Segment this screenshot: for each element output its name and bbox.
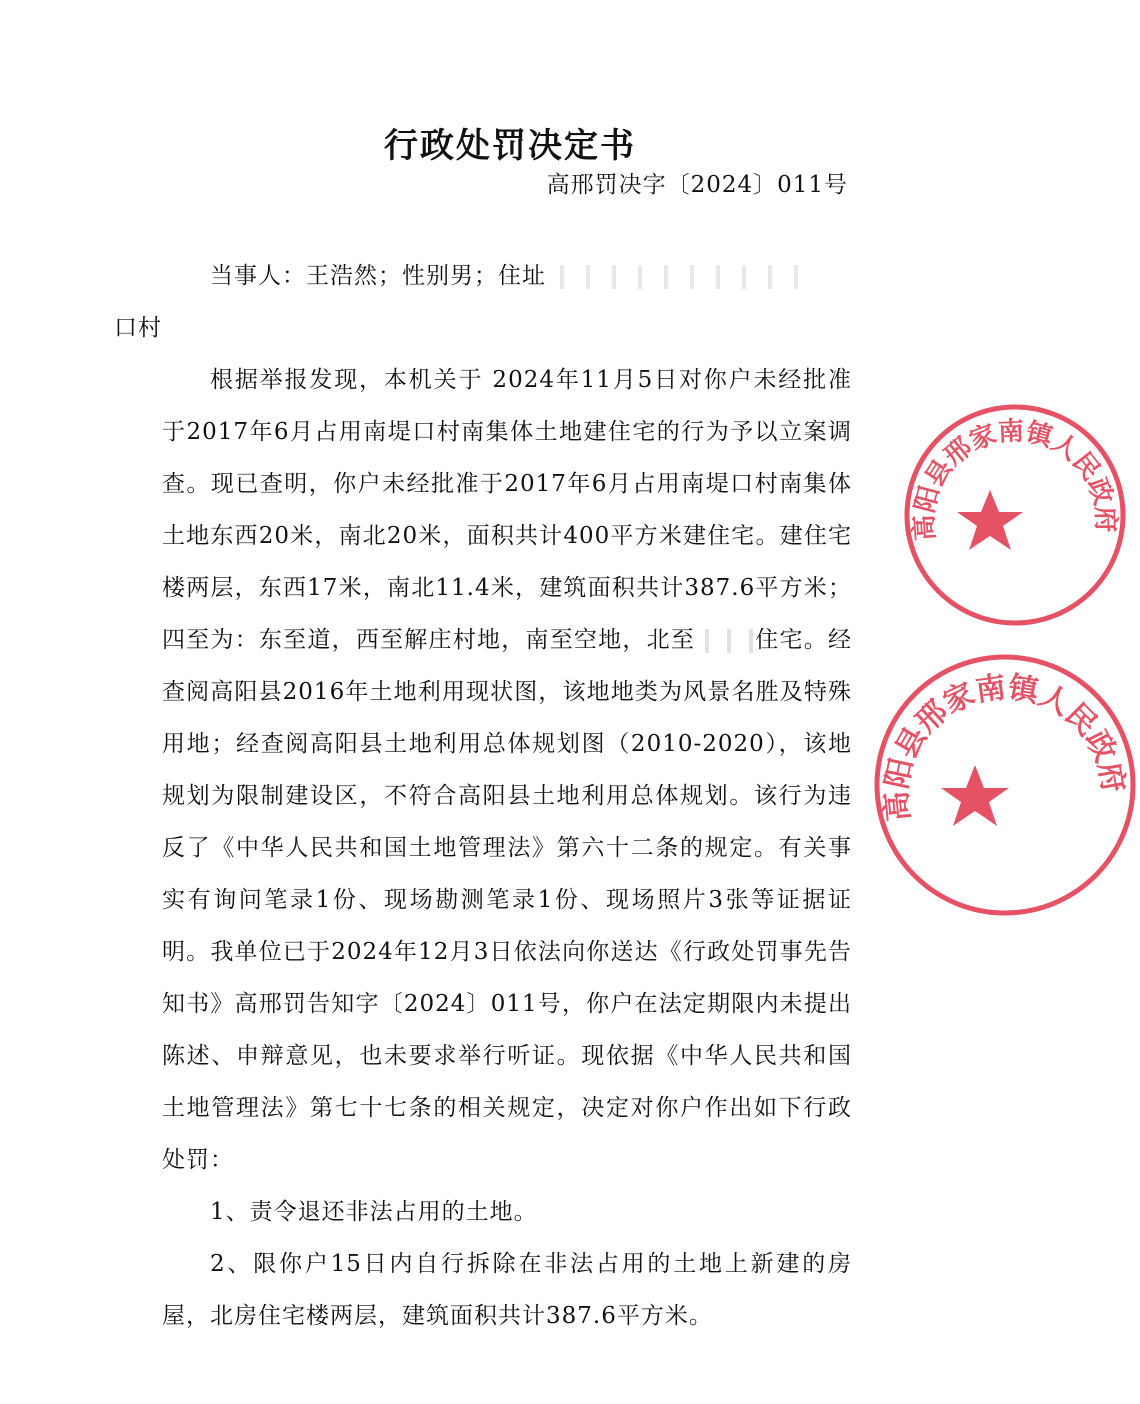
penalty-item-1: 1、责令退还非法占用的土地。 (210, 1199, 538, 1225)
document-title: 行政处罚决定书 (384, 126, 636, 166)
document-body (114, 250, 853, 1342)
document-number: 高邢罚决字〔2024〕011号 (546, 172, 848, 198)
official-seal-top (900, 400, 1121, 640)
facts-paragraph (162, 354, 852, 1186)
party-line: 当事人：王浩然；性别男；住址 (210, 263, 546, 289)
party-paragraph (114, 250, 852, 354)
redacted-name (695, 629, 755, 653)
redacted-address (546, 265, 804, 289)
svg-text:高阳县邢家南镇人民政府: 高阳县邢家南镇人民政府 (879, 670, 1131, 823)
penalty-item-2: 2、限你户15日内自行拆除在非法占用的土地上新建的房屋，北房住宅楼两层，建筑面积共计387.6平方米。 (162, 1251, 852, 1329)
facts-text-b: 住宅。经查阅高阳县2016年土地利用现状图，该地地类为风景名胜及特殊用地；经查阅高阳县土地利用总体规划图（2010-2020），该地规划为限制建设区，不符合高阳县土地利用总体规划。该行为违反了《中华人民共和国土地管理法》第六十二条的规定。有关事实有询问笔录1份、现场勘测笔录1份、现场照片3张等证据证明。我单位已于2024年12月3日依法向你送达《行政处罚事先告知书》高邢罚告知字〔2024〕011号，你户在法定期限内未提出陈述、申辩意见，也未要求举行听证。现依据《中华人民共和国土地管理法》第七十七条的相关规定，决定对你户作出如下行政处罚： (162, 627, 853, 1173)
party-line-tail: 口村 (114, 315, 162, 341)
svg-text:高阳县邢家南镇人民政府: 高阳县邢家南镇人民政府 (909, 416, 1121, 542)
facts-text-a: 根据举报发现，本机关于 2024年11月5日对你户未经批准于2017年6月占用南堤口村南集体土地建住宅的行为予以立案调查。现已查明，你户未经批准于2017年6月占用南堤口村南集体土地东西20米，南北20米，面积共计400平方米建住宅。建住宅楼两层，东西17米，南北11.4米，建筑面积共计387.6平方米；四至为：东至道，西至解庄村地，南至空地，北至 (162, 367, 852, 653)
official-seal-bottom (870, 650, 1131, 950)
